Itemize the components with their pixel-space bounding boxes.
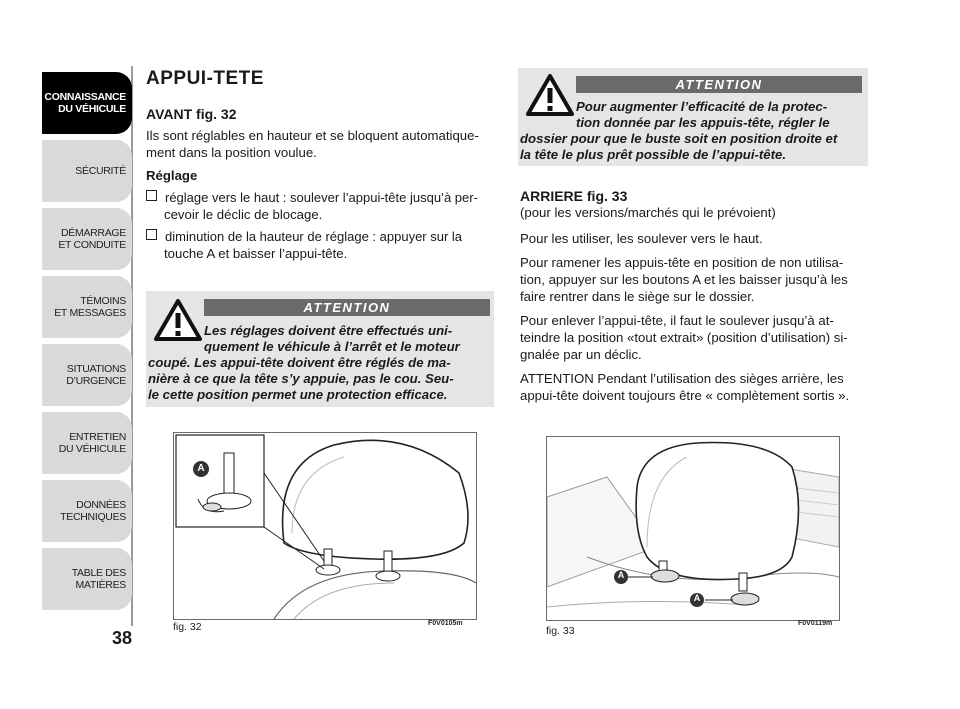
tab-label: TÉMOINS ET MESSAGES [54, 295, 126, 319]
tab-situations-urgence[interactable] [42, 344, 132, 406]
tab-label: DÉMARRAGE ET CONDUITE [58, 227, 126, 251]
tab-label: SITUATIONS D’URGENCE [66, 363, 126, 387]
para-4-line-2: teindre la position «tout extrait» (position d’utilisation) si- [520, 330, 848, 345]
tab-label: DONNÉES TECHNIQUES [60, 499, 126, 523]
attention-box-left [146, 291, 494, 407]
bullet-item-1-cont: cevoir le déclic de blocage. [164, 207, 323, 222]
page-number: 38 [111, 628, 132, 648]
figure-33-caption: fig. 33 [546, 625, 575, 637]
figure-33-code: F0V0119m [798, 620, 833, 627]
tab-connaissance-vehicule[interactable] [42, 72, 132, 134]
marker-a: A [197, 463, 205, 474]
section-heading-arriere: ARRIERE fig. 33 [520, 188, 628, 204]
checkbox-bullet-icon [146, 190, 157, 201]
page-title: APPUI-TETE [146, 68, 264, 89]
warning-triangle-icon [526, 74, 574, 116]
tab-securite[interactable] [42, 140, 132, 202]
attention-line-3: coupé. Les appui-tête doivent être réglés de ma- [148, 355, 451, 370]
intro-line-2: ment dans la position voulue. [146, 145, 317, 160]
para-3-line-2: tion, appuyer sur les boutons A et les baisser jusqu’à les [520, 272, 848, 287]
figure-32 [173, 432, 477, 620]
para-1: (pour les versions/marchés qui le prévoient) [520, 205, 776, 220]
bullet-text: diminution de la hauteur de réglage : appuyer sur la [165, 229, 463, 244]
tab-donnees-techniques[interactable] [42, 480, 132, 542]
tab-temoins-messages[interactable] [42, 276, 132, 338]
attention-line-4: la tête le plus prêt possible de l’appui-tête. [520, 147, 787, 162]
reglage-heading: Réglage [146, 168, 198, 183]
para-3-line-1: Pour ramener les appuis-tête en position de non utilisa- [520, 255, 844, 270]
figure-32-caption: fig. 32 [173, 621, 202, 633]
bullet-text: réglage vers le haut : soulever l’appui-tête jusqu’à per- [165, 190, 478, 205]
para-2: Pour les utiliser, les soulever vers le haut. [520, 231, 763, 246]
section-heading-avant: AVANT fig. 32 [146, 106, 237, 122]
attention-line-4: nière à ce que la tête s’y appuie, pas le cou. Seu- [148, 371, 454, 386]
warning-triangle-icon [154, 299, 202, 341]
tab-demarrage-conduite[interactable] [42, 208, 132, 270]
para-3-line-3: faire rentrer dans le siège sur le dossier. [520, 289, 755, 304]
figure-33 [546, 436, 840, 621]
marker-a-1: A [617, 570, 625, 580]
tab-label: CONNAISSANCE DU VÉHICULE [44, 91, 126, 115]
tab-label: TABLE DES MATIÈRES [71, 567, 126, 591]
attention-line-2: quement le véhicule à l’arrêt et le moteur [204, 339, 460, 354]
attention-label: ATTENTION [204, 299, 490, 316]
tab-label: ENTRETIEN DU VÉHICULE [58, 431, 126, 455]
para-4-line-1: Pour enlever l’appui-tête, il faut le soulever jusqu’à at- [520, 313, 834, 328]
attention-line-1: Pour augmenter l’efficacité de la protec- [576, 99, 828, 114]
para-4-line-3: gnalée par un déclic. [520, 347, 642, 362]
attention-line-1: Les réglages doivent être effectués uni- [204, 323, 453, 338]
checkbox-bullet-icon [146, 229, 157, 240]
attention-line-2: tion donnée par les appuis-tête, régler le [576, 115, 830, 130]
tab-table-matieres[interactable] [42, 548, 132, 610]
intro-line-1: Ils sont réglables en hauteur et se bloquent automatique- [146, 128, 479, 143]
attention-line-5: le cette position permet une protection efficace. [148, 387, 448, 402]
bullet-item-2 [146, 229, 462, 246]
tab-entretien-vehicule[interactable] [42, 412, 132, 474]
attention-label: ATTENTION [576, 76, 862, 93]
figure-32-code: F0V0105m [428, 620, 463, 627]
attention-box-right [518, 68, 868, 166]
marker-a-2: A [693, 593, 701, 603]
attention-line-3: dossier pour que le buste soit en position droite et [520, 131, 838, 146]
para-5-line-2: appui-tête doivent toujours être « complètement sortis ». [520, 388, 850, 403]
sidebar-divider [131, 66, 133, 626]
bullet-item-2-cont: touche A et baisser l’appui-tête. [164, 246, 348, 261]
para-5-line-1: ATTENTION Pendant l’utilisation des sièges arrière, les [520, 371, 844, 386]
headrest-front-illustration [174, 433, 476, 619]
tab-label: SÉCURITÉ [75, 165, 126, 177]
bullet-item-1 [146, 190, 478, 207]
